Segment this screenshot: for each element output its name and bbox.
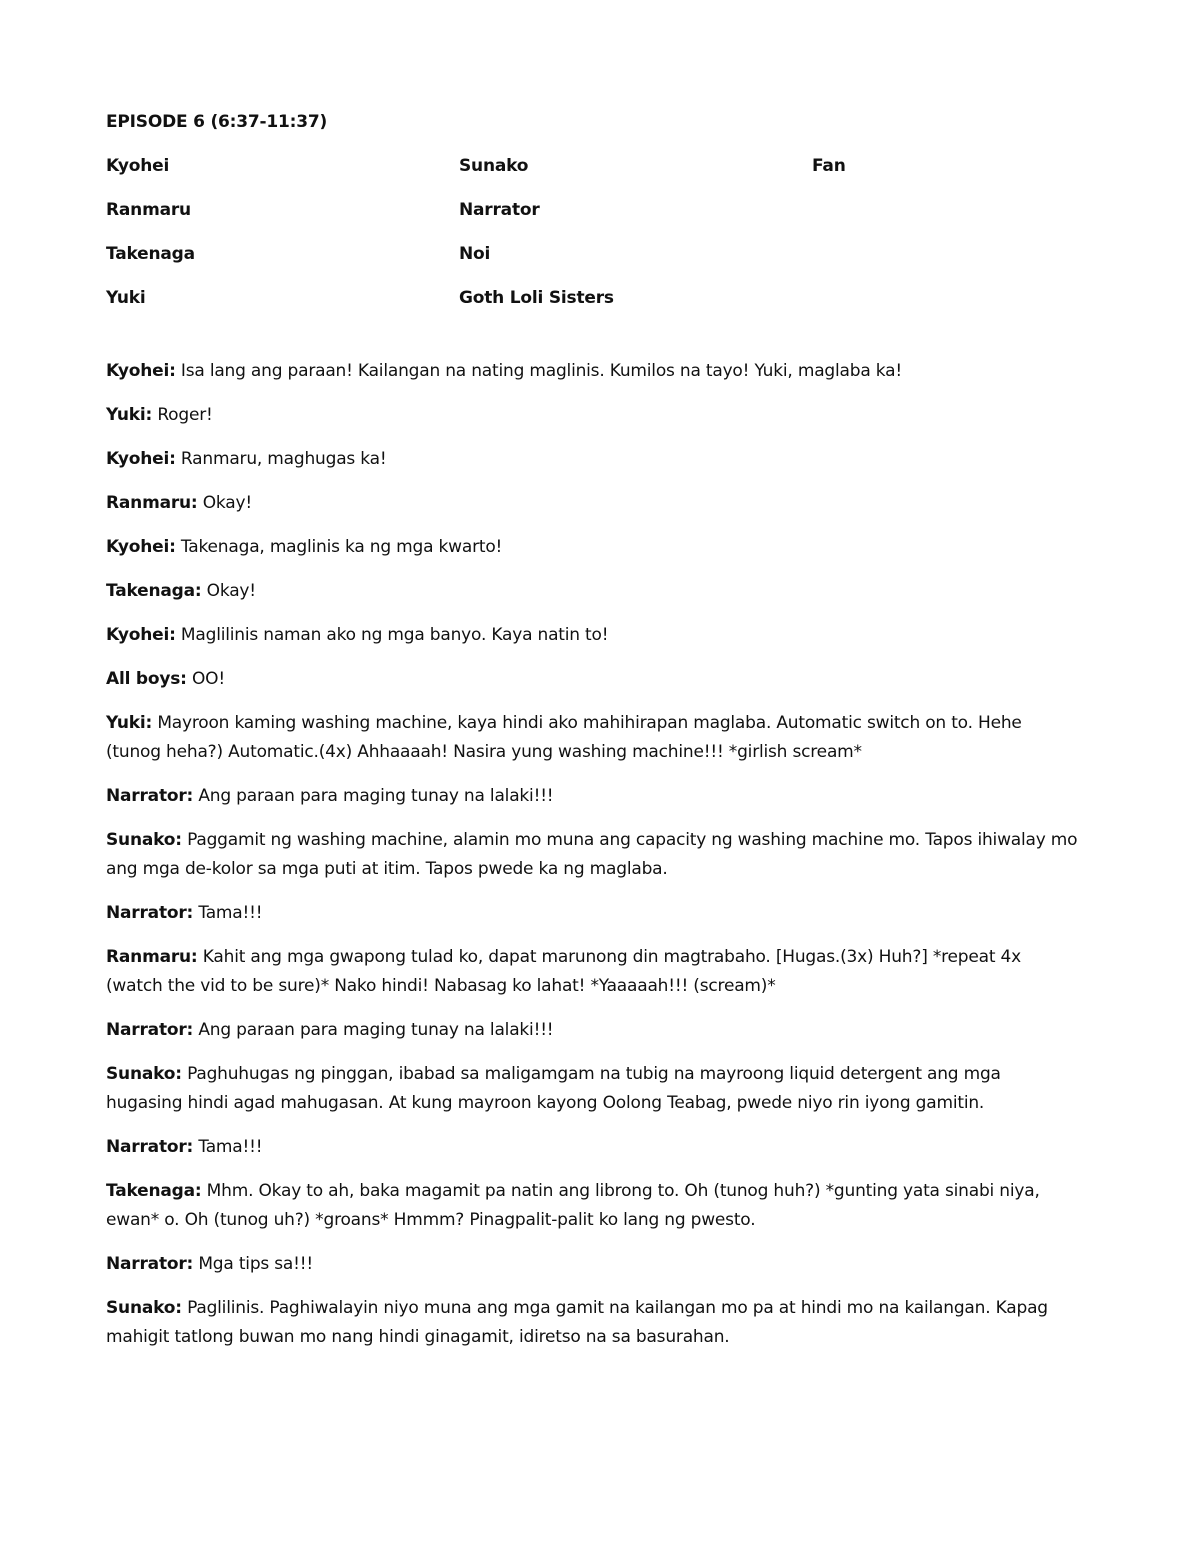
cast-name: Takenaga (106, 244, 195, 264)
speaker-name: Yuki: (106, 713, 153, 733)
dialogue-text: Ranmaru, maghugas ka! (175, 449, 387, 469)
dialogue-text: Okay! (201, 581, 256, 601)
cast-name: Sunako (459, 156, 529, 176)
dialogue-text: Isa lang ang paraan! Kailangan na nating maglinis. Kumilos na tayo! Yuki, maglaba ka! (175, 361, 902, 381)
dialogue-line (106, 1177, 1081, 1235)
cast-name: Noi (459, 244, 491, 264)
speaker-name: Ranmaru: (106, 493, 198, 513)
dialogue-line (106, 826, 1081, 884)
speaker-name: Narrator: (106, 1254, 194, 1274)
dialogue-line (106, 577, 1081, 606)
cast-name: Ranmaru (106, 200, 191, 220)
speaker-name: Narrator: (106, 1020, 194, 1040)
dialogue-text: Ang paraan para maging tunay na lalaki!!! (193, 786, 554, 806)
dialogue-text: Okay! (197, 493, 252, 513)
dialogue-line (106, 1294, 1081, 1352)
cast-name: Fan (812, 156, 846, 176)
cast-name (812, 196, 1081, 225)
dialogue-line (106, 1016, 1081, 1045)
cast-name: Goth Loli Sisters (459, 288, 614, 308)
speaker-name: All boys: (106, 669, 187, 689)
dialogue-text: OO! (186, 669, 225, 689)
dialogue-line (106, 899, 1081, 928)
speaker-name: Takenaga: (106, 1181, 202, 1201)
dialogue-text: Mhm. Okay to ah, baka magamit pa natin ang librong to. Oh (tunog huh?) *gunting yata sinabi niya, ewan* o. Oh (tunog uh?) *groans* Hmmm? Pinagpalit-palit ko lang ng pwesto. (106, 1181, 1040, 1230)
cast-name: Yuki (106, 288, 146, 308)
speaker-name: Sunako: (106, 1298, 182, 1318)
dialogue-line (106, 782, 1081, 811)
dialogue-text: Takenaga, maglinis ka ng mga kwarto! (175, 537, 503, 557)
dialogue-line (106, 943, 1081, 1001)
dialogue-text: Kahit ang mga gwapong tulad ko, dapat marunong din magtrabaho. [Hugas.(3x) Huh?] *repeat 4x (watch the vid to be sure)* Nako hindi! Nabasag ko lahat! *Yaaaaah!!! (scream)* (106, 947, 1022, 996)
dialogue-line (106, 621, 1081, 650)
speaker-name: Kyohei: (106, 361, 176, 381)
speaker-name: Narrator: (106, 786, 194, 806)
episode-title: EPISODE 6 (6:37-11:37) (106, 112, 328, 132)
dialogue-text: Roger! (152, 405, 213, 425)
speaker-name: Sunako: (106, 1064, 182, 1084)
dialogue-line (106, 445, 1081, 474)
speaker-name: Narrator: (106, 903, 194, 923)
document-body (106, 108, 1081, 1367)
dialogue-text: Maglilinis naman ako ng mga banyo. Kaya natin to! (175, 625, 609, 645)
cast-name: Kyohei (106, 156, 170, 176)
dialogue-line (106, 401, 1081, 430)
speaker-name: Narrator: (106, 1137, 194, 1157)
speaker-name: Kyohei: (106, 625, 176, 645)
speaker-name: Ranmaru: (106, 947, 198, 967)
dialogue-line (106, 1250, 1081, 1279)
dialogue-text: Paggamit ng washing machine, alamin mo muna ang capacity ng washing machine mo. Tapos ihiwalay mo ang mga de-kolor sa mga puti at itim. Tapos pwede ka ng maglaba. (106, 830, 1078, 879)
speaker-name: Kyohei: (106, 449, 176, 469)
script-lines (106, 357, 1081, 1352)
dialogue-line (106, 489, 1081, 518)
dialogue-text: Tama!!! (193, 1137, 263, 1157)
cast-list (106, 152, 1081, 313)
speaker-name: Yuki: (106, 405, 153, 425)
dialogue-line (106, 665, 1081, 694)
dialogue-text: Mga tips sa!!! (193, 1254, 313, 1274)
dialogue-line (106, 1060, 1081, 1118)
speaker-name: Takenaga: (106, 581, 202, 601)
speaker-name: Kyohei: (106, 537, 176, 557)
dialogue-text: Tama!!! (193, 903, 263, 923)
cast-name: Narrator (459, 200, 540, 220)
dialogue-line (106, 357, 1081, 386)
dialogue-text: Paghuhugas ng pinggan, ibabad sa maligamgam na tubig na mayroong liquid detergent ang mga hugasing hindi agad mahugasan. At kung mayroon kayong Oolong Teabag, pwede niyo rin iyong gamitin. (106, 1064, 1001, 1113)
dialogue-line (106, 1133, 1081, 1162)
cast-name (812, 284, 1081, 313)
dialogue-text: Ang paraan para maging tunay na lalaki!!! (193, 1020, 554, 1040)
dialogue-text: Paglilinis. Paghiwalayin niyo muna ang mga gamit na kailangan mo pa at hindi mo na kailangan. Kapag mahigit tatlong buwan mo nang hindi ginagamit, idiretso na sa basurahan. (106, 1298, 1048, 1347)
cast-name (812, 240, 1081, 269)
dialogue-line (106, 709, 1081, 767)
dialogue-text: Mayroon kaming washing machine, kaya hindi ako mahihirapan maglaba. Automatic switch on to. Hehe (tunog heha?) Automatic.(4x) Ahhaaaah! Nasira yung washing machine!!! *girlish scream* (106, 713, 1022, 762)
speaker-name: Sunako: (106, 830, 182, 850)
dialogue-line (106, 533, 1081, 562)
